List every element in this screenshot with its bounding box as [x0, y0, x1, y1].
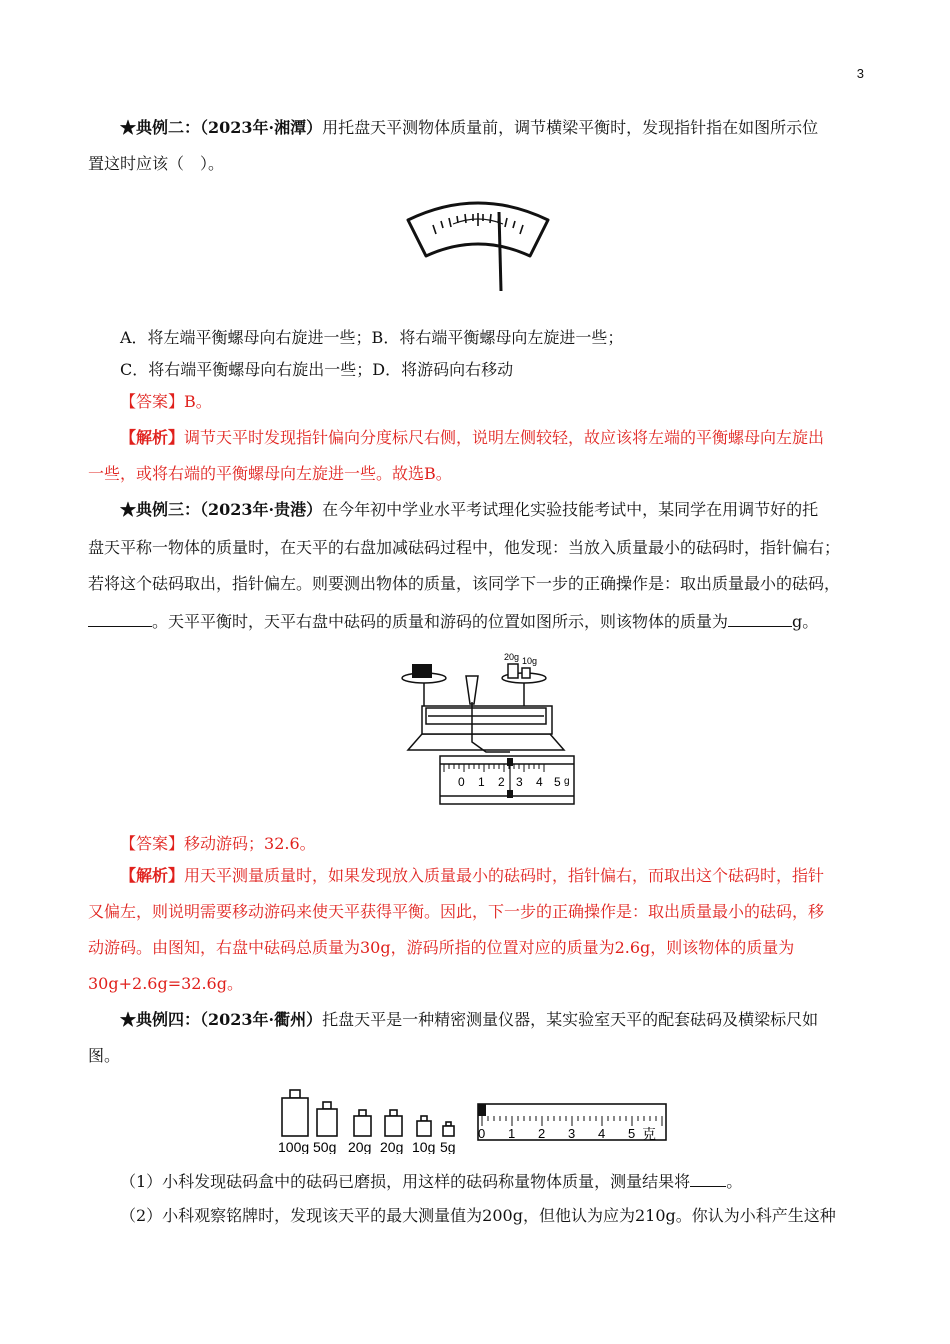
weight-10g [417, 1121, 431, 1136]
example4-q1 [88, 1164, 864, 1200]
weight-20g [385, 1116, 402, 1136]
scale-tick-label: 4 [536, 775, 543, 789]
example4-label: ★典例四： [120, 1010, 201, 1029]
weight-label: 50g [313, 1139, 337, 1154]
balance-figure [398, 646, 582, 808]
answer-blank[interactable] [690, 1166, 726, 1187]
object-on-left-pan [412, 664, 432, 678]
example3-analysis [88, 858, 864, 894]
example3-analysis-line4: 30g+2.6g=32.6g。 [88, 974, 243, 993]
scale-tick-label: 4 [598, 1126, 606, 1141]
page-number: 3 [856, 66, 864, 81]
example4-question [88, 1002, 864, 1038]
answer-blank[interactable] [728, 606, 792, 627]
weight-50g [317, 1109, 337, 1136]
scale-unit: 克 [642, 1126, 656, 1142]
weight-label: 10g [522, 656, 538, 666]
rider-top [507, 758, 513, 766]
weight-label: 20g [348, 1139, 372, 1154]
scale-tick-label: 3 [568, 1126, 576, 1141]
scale-unit: g [564, 776, 570, 787]
balance-base [408, 734, 564, 750]
scale-tick-label: 0 [458, 775, 465, 789]
example3-line4-mid: 。天平平衡时，天平右盘中砝码的质量和游码的位置如图所示，则该物体的质量为 [152, 612, 729, 631]
example2-option-ab: A．将左端平衡螺母向右旋进一些；B．将右端平衡螺母向左旋进一些； [120, 328, 624, 347]
example3-label: ★典例三： [120, 500, 201, 519]
example4-q2: （2）小科观察铭牌时，发现该天平的最大测量值为200g，但他认为应为210g。你认为小科产生这种 [120, 1206, 836, 1225]
example3-line4 [88, 604, 864, 640]
scale-tick-label: 2 [538, 1126, 546, 1141]
dial-face [408, 203, 548, 256]
scale-tick-label: 3 [516, 775, 523, 789]
pointer-dial-figure [403, 192, 553, 294]
analysis-line1: 用天平测量质量时，如果发现放入质量最小的砝码时，指针偏右，而取出这个砝码时，指针 [184, 866, 825, 885]
rider-bottom [507, 790, 513, 798]
weight-knob [290, 1090, 300, 1098]
example3-analysis-line2: 又偏左，则说明需要移动游码来使天平获得平衡。因此，下一步的正确操作是：取出质量最小的砝码，移 [88, 902, 825, 921]
example3-source: （2023年·贵港） [200, 500, 323, 519]
scale-tick-label: 0 [478, 1126, 486, 1141]
answer-text: B。 [184, 392, 212, 411]
q1-text: （1）小科发现砝码盒中的砝码已磨损，用这样的砝码称量物体质量，测量结果将 [120, 1172, 691, 1191]
scale-tick-label: 5 [554, 775, 561, 789]
scale-tick-label: 1 [478, 775, 485, 789]
dial-pointer [499, 212, 501, 291]
example4-line1: 托盘天平是一种精密测量仪器，某实验室天平的配套砝码及横梁标尺如 [322, 1010, 819, 1029]
answer-text: 移动游码；32.6。 [184, 834, 316, 853]
example2-question [88, 110, 864, 146]
weight-10g [522, 668, 530, 678]
example2-answer [88, 384, 864, 420]
example2-label: ★典例二： [120, 118, 201, 137]
scale-tick-label: 2 [498, 775, 505, 789]
example2-analysis-line2: 一些，或将右端的平衡螺母向左旋进一些。故选B。 [88, 464, 452, 483]
answer-label: 【答案】 [120, 392, 185, 411]
weight-label: 10g [412, 1139, 436, 1154]
weights-and-scale-figure [276, 1082, 672, 1154]
example3-line4-end: g。 [792, 612, 819, 631]
rider [478, 1104, 486, 1116]
weight-20g [354, 1116, 371, 1136]
answer-blank[interactable] [88, 606, 152, 627]
example2-question-line1: 用托盘天平测物体质量前，调节横梁平衡时，发现指针指在如图所示位 [322, 118, 819, 137]
example2-question-line2: 置这时应该（ ）。 [88, 154, 225, 173]
example3-analysis-line3: 动游码。由图知，右盘中砝码总质量为30g，游码所指的位置对应的质量为2.6g，则该物体的质量为 [88, 938, 795, 957]
example3-question [88, 492, 864, 528]
example2-source: （2023年·湘潭） [200, 118, 323, 137]
example3-line1: 在今年初中学业水平考试理化实验技能考试中，某同学在用调节好的托 [322, 500, 819, 519]
scale-tick-label: 1 [508, 1126, 516, 1141]
analysis-label: 【解析】 [120, 866, 185, 885]
weight-20g [508, 664, 518, 678]
analysis-line1: 调节天平时发现指针偏向分度标尺右侧，说明左侧较轻，故应该将左端的平衡螺母向左旋出 [184, 428, 825, 447]
example3-line3: 若将这个砝码取出，指针偏左。则要测出物体的质量，该同学下一步的正确操作是：取出质量最小的砝码， [88, 574, 841, 593]
weight-label: 5g [440, 1139, 456, 1154]
weight-label: 20g [504, 652, 520, 662]
scale-tick-label: 5 [628, 1126, 636, 1141]
example3-answer [88, 826, 864, 862]
analysis-label: 【解析】 [120, 428, 185, 447]
weight-5g [443, 1126, 454, 1136]
example3-line2: 盘天平称一物体的质量时，在天平的右盘加减砝码过程中，他发现：当放入质量最小的砝码时，指针偏右； [88, 538, 841, 557]
q1-end: 。 [726, 1172, 743, 1191]
weight-label: 20g [380, 1139, 404, 1154]
answer-label: 【答案】 [120, 834, 185, 853]
example2-analysis [88, 420, 864, 456]
example2-option-cd: C．将右端平衡螺母向右旋出一些；D．将游码向右移动 [120, 360, 514, 379]
example4-source: （2023年·衢州） [200, 1010, 323, 1029]
weight-label: 100g [278, 1139, 310, 1154]
example4-line2: 图。 [88, 1046, 121, 1065]
weight-100g [282, 1098, 308, 1136]
